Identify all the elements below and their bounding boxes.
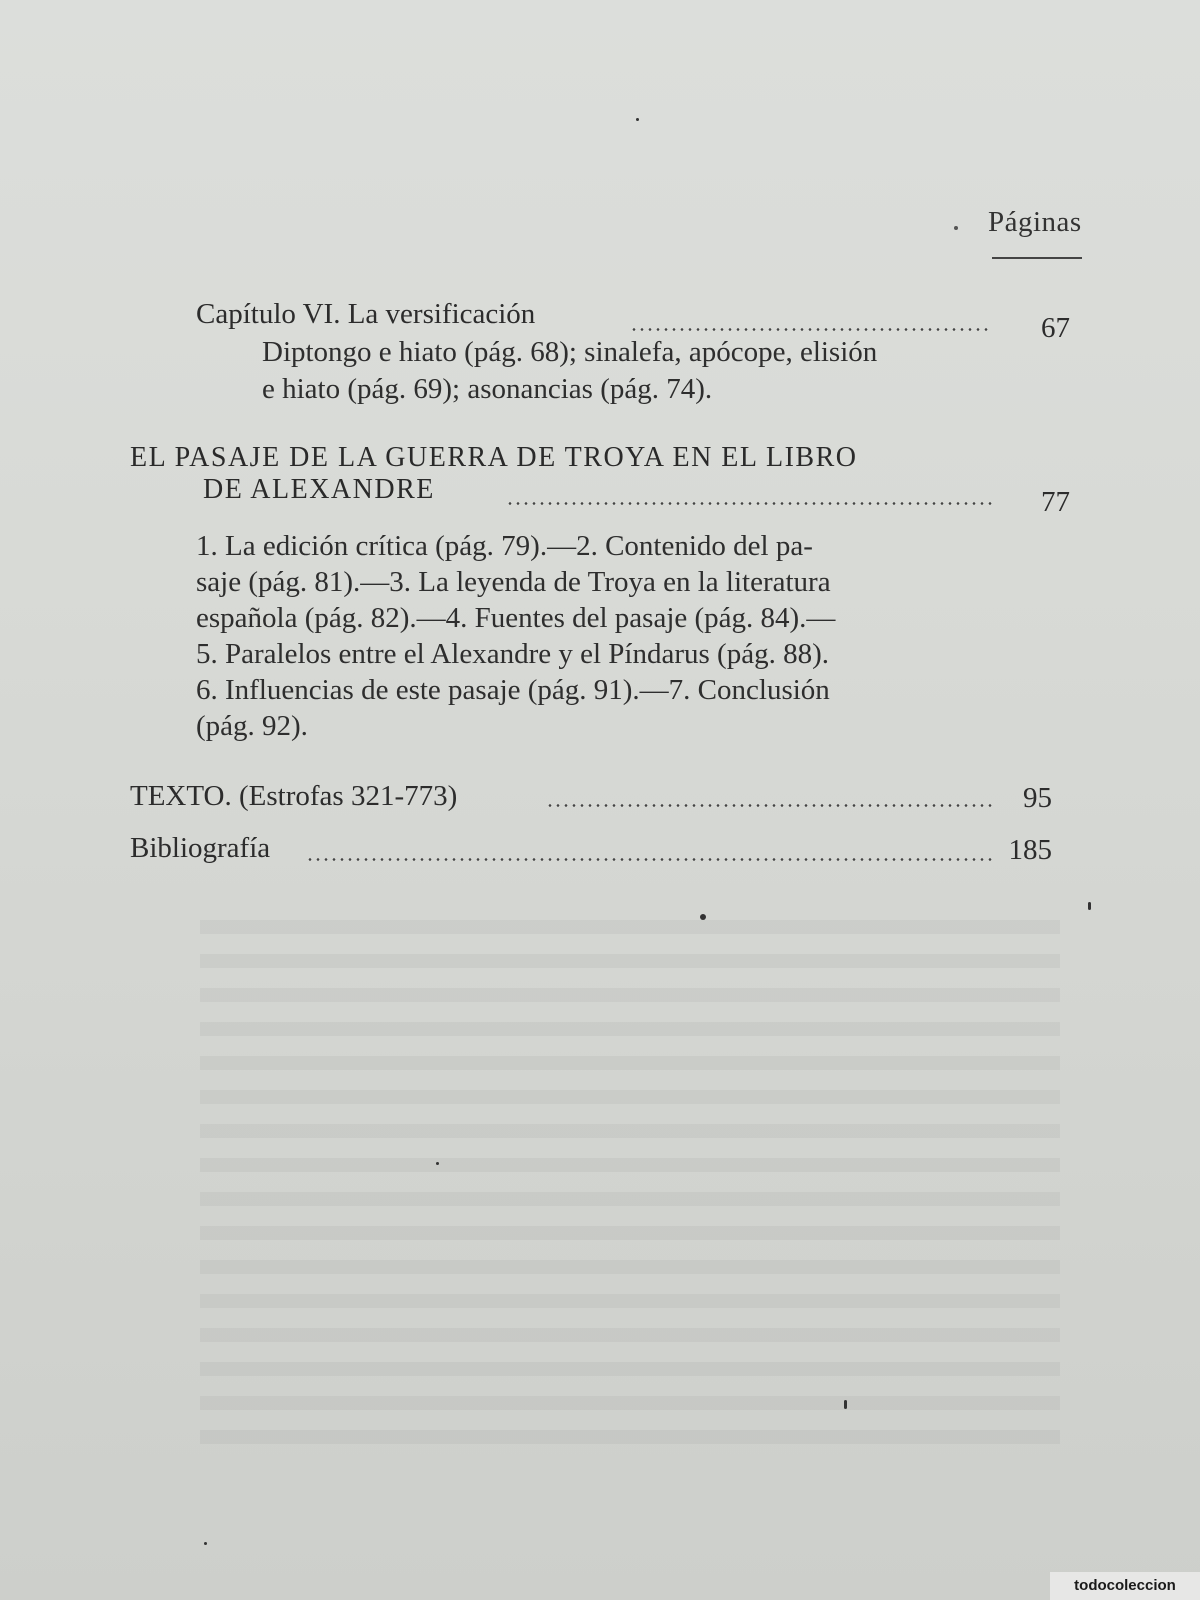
watermark: todocoleccion [1050,1572,1200,1600]
toc-entry-pasaje-title-2: DE ALEXANDRE [203,474,435,505]
paper-speck [204,1542,207,1545]
paper-speck [844,1400,847,1409]
toc-detail-pasaje-3: española (pág. 82).—4. Fuentes del pasaje (pág. 84).— [196,602,836,634]
toc-detail-pasaje-4: 5. Paralelos entre el Alexandre y el Píndarus (pág. 88). [196,638,829,670]
toc-entry-bibliografia-title: Bibliografía [130,832,271,864]
toc-detail-pasaje-6: (pág. 92). [196,710,308,742]
toc-page-bibliografia: 185 [1008,834,1052,866]
pages-column-heading: Páginas [988,206,1082,238]
paper-speck [636,118,639,121]
toc-page-pasaje: 77 [1041,486,1070,518]
toc-entry-chapter-six-title: Capítulo VI. La versificación [196,298,536,330]
toc-detail-chapter-six-2: e hiato (pág. 69); asonancias (pág. 74). [262,373,713,405]
toc-detail-chapter-six-1: Diptongo e hiato (pág. 68); sinalefa, apócope, elisión [262,336,878,368]
paper-speck [1088,902,1091,910]
header-dot [954,226,958,230]
toc-detail-pasaje-1: 1. La edición crítica (pág. 79).—2. Contenido del pa- [196,530,813,562]
paper-speck [436,1162,439,1165]
toc-entry-pasaje-title-1: EL PASAJE DE LA GUERRA DE TROYA EN EL LIBRO [130,442,858,473]
pages-heading-rule [992,257,1082,259]
toc-leader-bibliografia [306,858,992,861]
toc-detail-pasaje-2: saje (pág. 81).—3. La leyenda de Troya en la literatura [196,566,831,598]
show-through-texture [200,900,1060,1460]
toc-leader-pasaje [506,502,992,505]
toc-entry-texto-title: TEXTO. (Estrofas 321-773) [130,780,458,812]
toc-leader-chapter-six [630,328,992,331]
toc-page-texto: 95 [1023,782,1052,814]
paper-speck [700,914,706,920]
toc-page-chapter-six: 67 [1041,312,1070,344]
toc-detail-pasaje-5: 6. Influencias de este pasaje (pág. 91).—7. Conclusión [196,674,830,706]
toc-leader-texto [546,804,992,807]
